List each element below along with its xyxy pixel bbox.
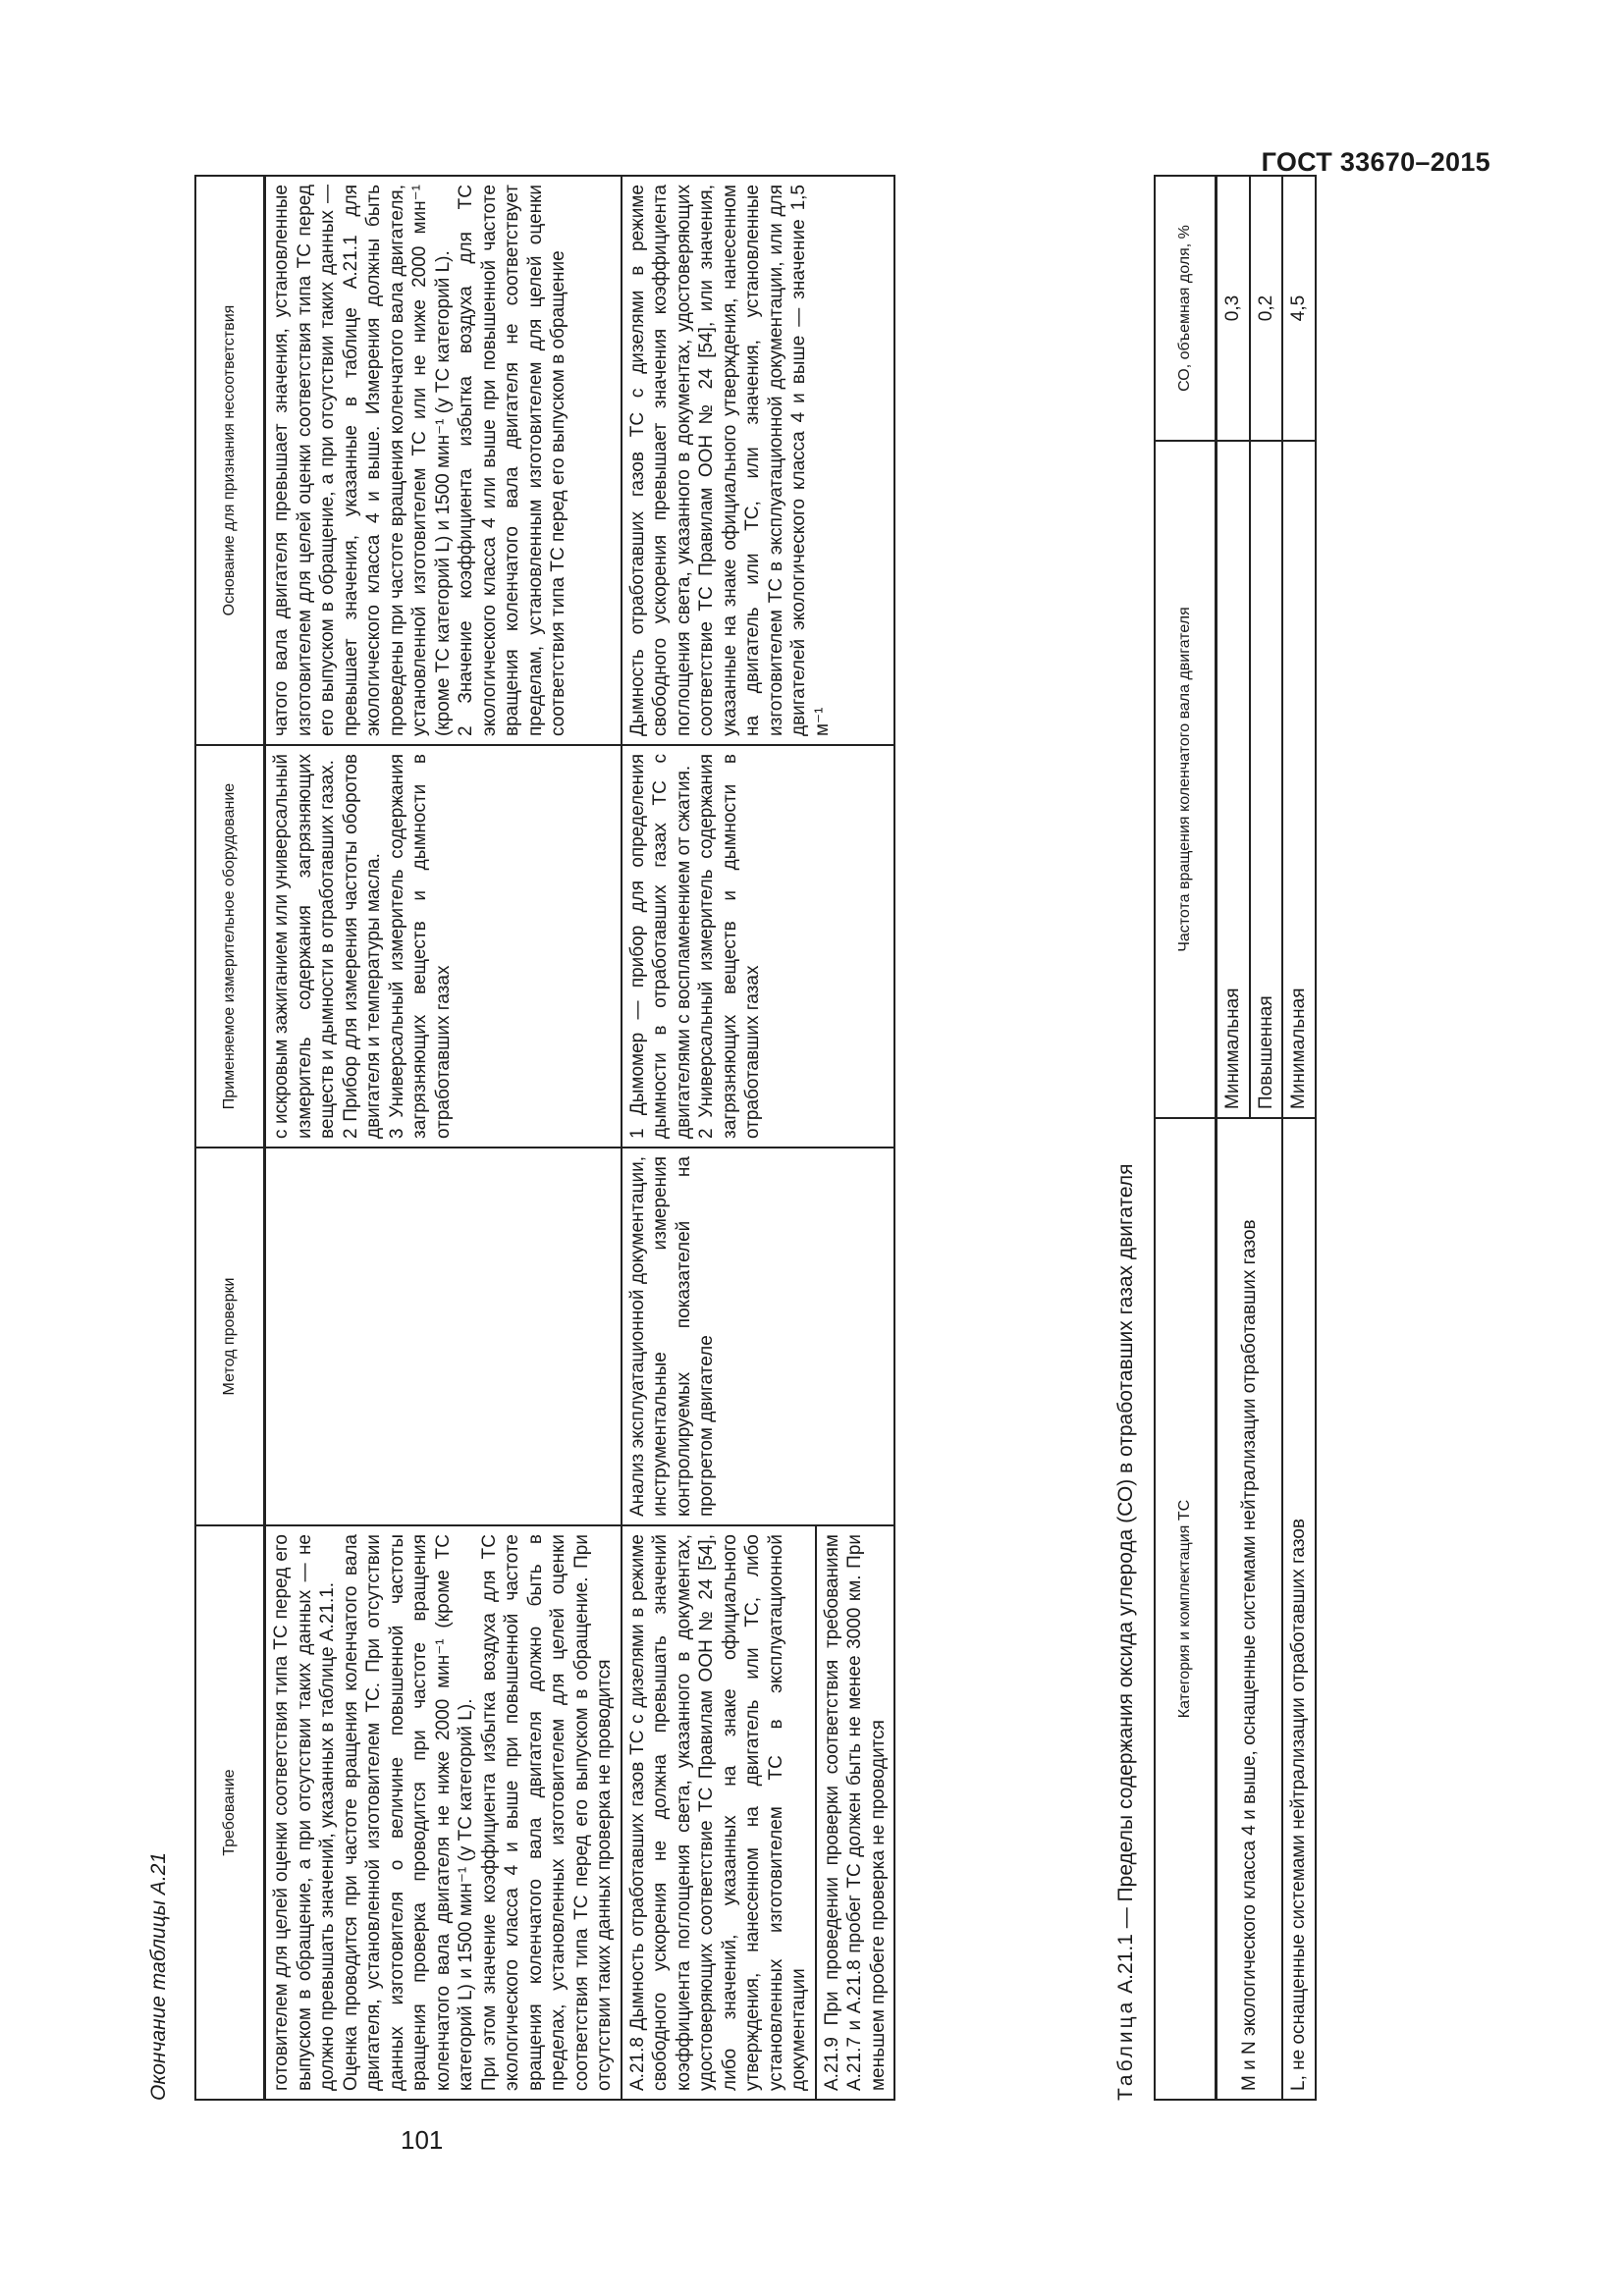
basis-text: 2 Значение коэффициента избытка воздуха для ТС экологического класса 4 или выше при повышенной частоте вращения коленчатого вала двигателя не соответствует пределам, установленным изготовителем для целей оценки соответствия типа ТС перед его выпуском в обращение [456, 185, 568, 736]
speed-cell: Повышенная [1250, 441, 1283, 1118]
requirement-text: готовителем для целей оценки соответствия типа ТС перед его выпуском в обращение, а при отсутствии таких данных — не должно превышать значений, указанных в таблице А.21.1. [271, 1534, 338, 2091]
co-limits-table [1154, 175, 1317, 2101]
equipment-text: с искровым зажиганием или универсальный измеритель содержания загрязняющих веществ и дымности в отработавших газах. [271, 754, 338, 1139]
speed-cell: Минимальная [1282, 441, 1316, 1118]
column-header-category: Категория и комплектация ТС [1155, 1118, 1217, 2100]
requirement-cell: А.21.9 При проведении проверки соответствия требованиям А.21.7 и А.21.8 пробег ТС должен быть не менее 3000 км. При меньшем пробеге проверка не проводится [816, 1525, 895, 2100]
equipment-text: 3 Универсальный измеритель содержания загрязняющих веществ и дымности в отработавших газах [386, 754, 454, 1139]
equipment-text: 2 Универсальный измеритель содержания загрязняющих веществ и дымности в отработавших газах [696, 754, 763, 1139]
table-row [265, 176, 622, 2100]
table-continuation-label: Окончание таблицы А.21 [147, 1851, 170, 2101]
requirement-cell: А.21.8 Дымность отработавших газов ТС с дизелями в режиме свободного ускорения не должна превышать значений коэффициента поглощения света, указанного в документах, удостоверяющих соответствие ТС Правилам ООН № 24 [54], либо значений, указанных на знаке официального утверждения, нанесенном на двигатель или ТС, либо установленных изготовителем ТС в эксплуатационной документации [622, 1525, 816, 2100]
method-cell: Анализ эксплуатационной документации, инструментальные измерения контролируемых показателей на прогретом двигателе [622, 1148, 895, 1525]
table-header-row [1155, 176, 1217, 2100]
standard-number: ГОСТ 33670–2015 [1261, 147, 1490, 177]
table-title-prefix: Таблица [1114, 1999, 1137, 2101]
table-title-text: А.21.1 — Пределы содержания оксида углерода (СО) в отработавших газах двигателя [1114, 1163, 1137, 2000]
basis-cell [265, 176, 622, 745]
page-number: 101 [401, 2125, 444, 2155]
table-row [1282, 176, 1316, 2100]
equipment-text: 2 Прибор для измерения частоты оборотов двигателя и температуры масла. [340, 754, 384, 1139]
column-header-basis: Основание для признания несоответствия [195, 176, 265, 745]
equipment-cell [622, 745, 895, 1148]
method-cell [265, 1148, 622, 1525]
category-cell: L, не оснащенные системами нейтрализации отработавших газов [1282, 1118, 1316, 2100]
column-header-speed: Частота вращения коленчатого вала двигателя [1155, 441, 1217, 1118]
co-value-cell: 4,5 [1282, 176, 1316, 441]
requirement-text: При этом значение коэффициента избытка воздуха для ТС экологического класса 4 и выше при повышенной частоте вращения коленчатого вала двигателя должно быть в пределах, установленных изготовителем для целей оценки соответствия типа ТС перед его выпуском в обращение. При отсутствии таких данных проверка не проводится [478, 1534, 615, 2091]
table-row [1217, 176, 1250, 2100]
equipment-cell [265, 745, 622, 1148]
basis-text: чатого вала двигателя превышает значения, установленные изготовителем для целей оценки соответствия типа ТС перед его выпуском в обращение, а при отсутствии таких данных — превышает значения, указанные в таблице А.21.1 для экологического класса 4 и выше. Измерения должны быть проведены при частоте вращения коленчатого вала двигателя, установленной изготовителем ТС или не ниже 2000 мин⁻¹ (кроме ТС категорий L) и 1500 мин⁻¹ (у ТС категорий L). [271, 185, 454, 736]
rotated-page-content [147, 137, 1463, 2101]
requirement-cell [265, 1525, 622, 2100]
equipment-text: 1 Дымомер — прибор для определения дымности в отработавших газах ТС с двигателями с воспламенением от сжатия. [626, 754, 694, 1139]
co-value-cell: 0,3 [1217, 176, 1250, 441]
table-row [622, 176, 816, 2100]
requirements-table [194, 175, 895, 2101]
column-header-co: СО, объемная доля, % [1155, 176, 1217, 441]
co-value-cell: 0,2 [1250, 176, 1283, 441]
column-header-equipment: Применяемое измерительное оборудование [195, 745, 265, 1148]
table-header-row [195, 176, 265, 2100]
basis-cell: Дымность отработавших газов ТС с дизелями в режиме свободного ускорения превышает значения коэффициента поглощения света, указанного в документах, удостоверяющих соответствие ТС Правилам ООН № 24 [54], или значения, указанные на знаке официального утверждения, нанесенном на двигатель или ТС, или значения, установленные изготовителем ТС в эксплуатационной документации, или для двигателей экологического класса 4 и выше — значение 1,5 м⁻¹ [622, 176, 895, 745]
requirement-text: Оценка проводится при частоте вращения коленчатого вала двигателя, установленной изготовителем ТС. При отсутствии данных изготовителя о величине повышенной частоты вращения проверка проводится при частоте вращения коленчатого вала двигателя не ниже 2000 мин⁻¹ (кроме ТС категорий L) и 1500 мин⁻¹ (у ТС категорий L). [340, 1534, 476, 2091]
column-header-requirement: Требование [195, 1525, 265, 2100]
column-header-method: Метод проверки [195, 1148, 265, 1525]
category-cell: M и N экологического класса 4 и выше, оснащенные системами нейтрализации отработавших газов [1217, 1118, 1283, 2100]
table-title [1114, 1164, 1138, 2101]
speed-cell: Минимальная [1217, 441, 1250, 1118]
